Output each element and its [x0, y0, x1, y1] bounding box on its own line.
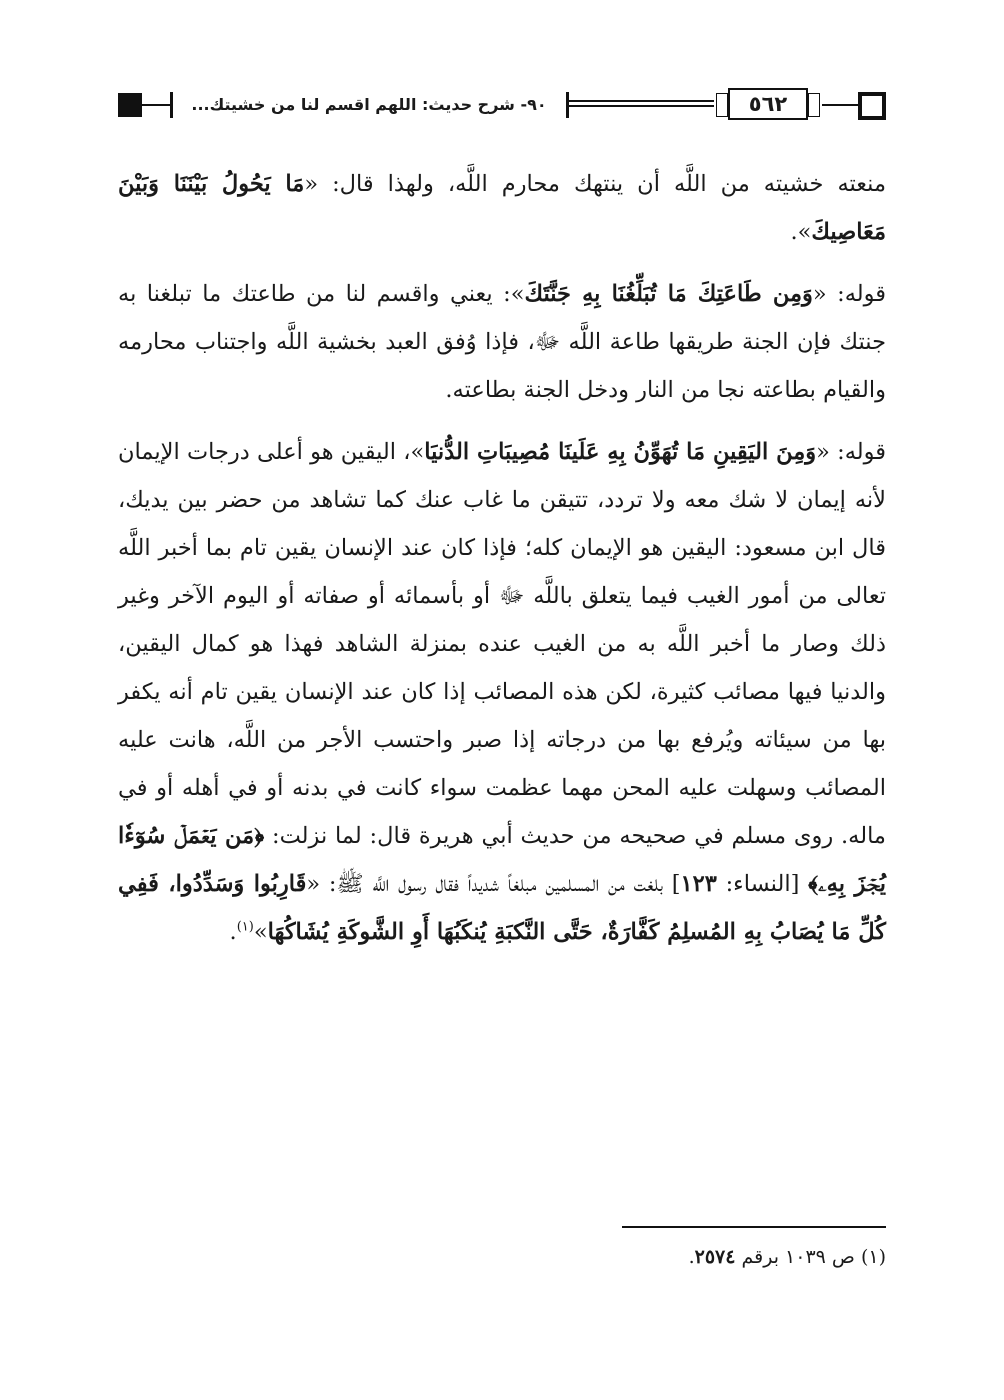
paragraph: [118, 270, 886, 414]
main-text: [118, 160, 886, 966]
text-run: منعته خشيته من اللَّه أن ينتهك محارم اللَّه، ولهذا قال: «: [304, 171, 886, 197]
hadith-quote: قَارِبُوا وَسَدِّدُوا، فَفِي كُلِّ مَا يُصَابُ بِهِ المُسلِمُ كَفَّارَةٌ، حَتَّى النَّكبَةِ يُنكَبُهَا أَوِ الشَّوكَةِ يُشَاكُهَا: [118, 871, 886, 945]
text-run: قوله: «: [816, 439, 887, 465]
text-run: »، اليقين هو أعلى درجات الإيمان لأنه إيمان لا شك معه ولا تردد، تتيقن ما غاب عنك كما تشاهد من حضر بين يديك، قال ابن مسعود: اليقين هو الإيمان كله؛ فإذا كان عند الإنسان يقين تام بما أخبر اللَّه تعالى من أمور الغيب فيما يتعلق باللَّه ﷻ أو بأسمائه أو صفاته أو اليوم الآخر وغير ذلك وصار ما أخبر اللَّه به من الغيب عنده بمنزلة الشاهد فهذا هو كمال اليقين، والدنيا فيها مصائب كثيرة، لكن هذه المصائب إذا كان عند الإنسان يقين تام أنه يكفر بها من سيئاته ويُرفع بها من درجاته إذا صبر واحتسب الأجر من اللَّه، هانت عليه المصائب وسهلت عليه المحن مهما عظمت سواء كانت في بدنه أو في أهله أو في ماله. روى مسلم في صحيحه من حديث أبي هريرة قال: لما نزلت:: [118, 439, 886, 849]
running-header: [118, 88, 886, 122]
text-run: [النساء:: [716, 871, 809, 897]
footnote-marker[interactable]: (١): [236, 919, 254, 935]
footnote: [560, 1240, 886, 1274]
hadith-quote: وَمِنَ اليَقِينِ مَا تُهَوِّنُ بِهِ عَلَينَا مُصِيبَاتِ الدُّنيَا: [424, 439, 817, 465]
footnote-rule: [622, 1226, 886, 1228]
hadith-number: ٢٥٧٤: [694, 1246, 736, 1268]
header-rule: [822, 104, 862, 106]
text-run: ».: [790, 219, 812, 245]
verse-reference: ١٢٣: [680, 871, 717, 897]
paragraph: [118, 428, 886, 956]
footnote-number: (١): [860, 1246, 886, 1268]
text-run: »: يعني واقسم لنا من طاعتك ما تبلغنا به جنتك فإن الجنة طريقها طاعة اللَّه ﷻ، فإذا وُفق العبد بخشية اللَّه واجتناب محارمه والقيام بطاعته نجا من النار ودخل الجنة بطاعته.: [118, 281, 886, 403]
page-number: ٥٦٢: [728, 88, 808, 120]
hadith-quote: وَمِن طَاعَتِكَ مَا تُبَلِّغُنَا بِهِ جَنَّتَكَ: [524, 281, 813, 307]
text-run: قوله: «: [812, 281, 887, 307]
header-rule: [142, 104, 172, 106]
footnote-end: .: [688, 1246, 695, 1268]
text-run: ] بلغت من المسلمين مبلغاً شديداً فقال رسول اللَّه ﷺ: «: [306, 871, 681, 897]
hadith-quote: مَا يَحُولُ بَيْنَنَا وَبَيْنَ مَعَاصِيكَ: [118, 171, 886, 245]
text-run: .: [229, 919, 237, 945]
header-double-rule: [569, 100, 714, 107]
header-ornament-right: [858, 92, 886, 120]
quran-verse: ﴿مَن يَعۡمَلۡ سُوٓءٗا يُجۡزَ بِهِۦ﴾: [118, 823, 886, 897]
chapter-title: ٩٠- شرح حديث: اللهم اقسم لنا من خشيتك...: [191, 95, 547, 114]
footnote-text: ص ١٠٣٩ برقم: [735, 1246, 861, 1268]
paragraph: [118, 160, 886, 256]
text-run: »: [253, 919, 268, 945]
header-ornament-left: [118, 93, 142, 117]
